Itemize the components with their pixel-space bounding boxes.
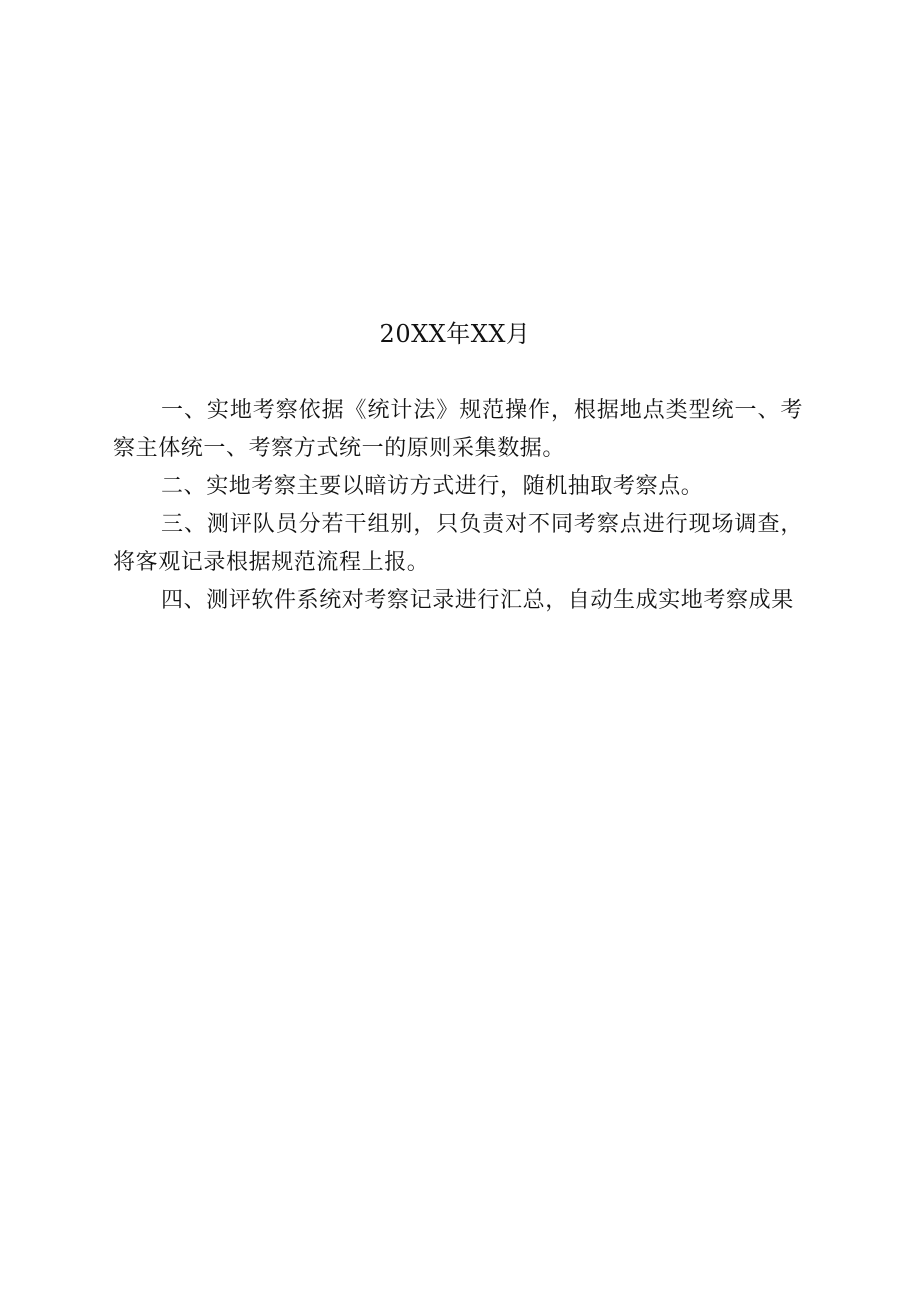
document-date: 20XX年XX月: [379, 320, 531, 348]
paragraph-3: 三、测评队员分若干组别，只负责对不同考察点进行现场调查，将客观记录根据规范流程上报。: [113, 512, 803, 575]
paragraph-4: 四、测评软件系统对考察记录进行汇总，自动生成实地考察成果: [161, 588, 794, 613]
paragraph-2: 二、实地考察主要以暗访方式进行，随机抽取考察点。: [161, 474, 704, 499]
paragraph-1: 一、实地考察依据《统计法》规范操作，根据地点类型统一、考察主体统一、考察方式统一的原则采集数据。: [113, 398, 803, 461]
document-body: [113, 392, 803, 620]
